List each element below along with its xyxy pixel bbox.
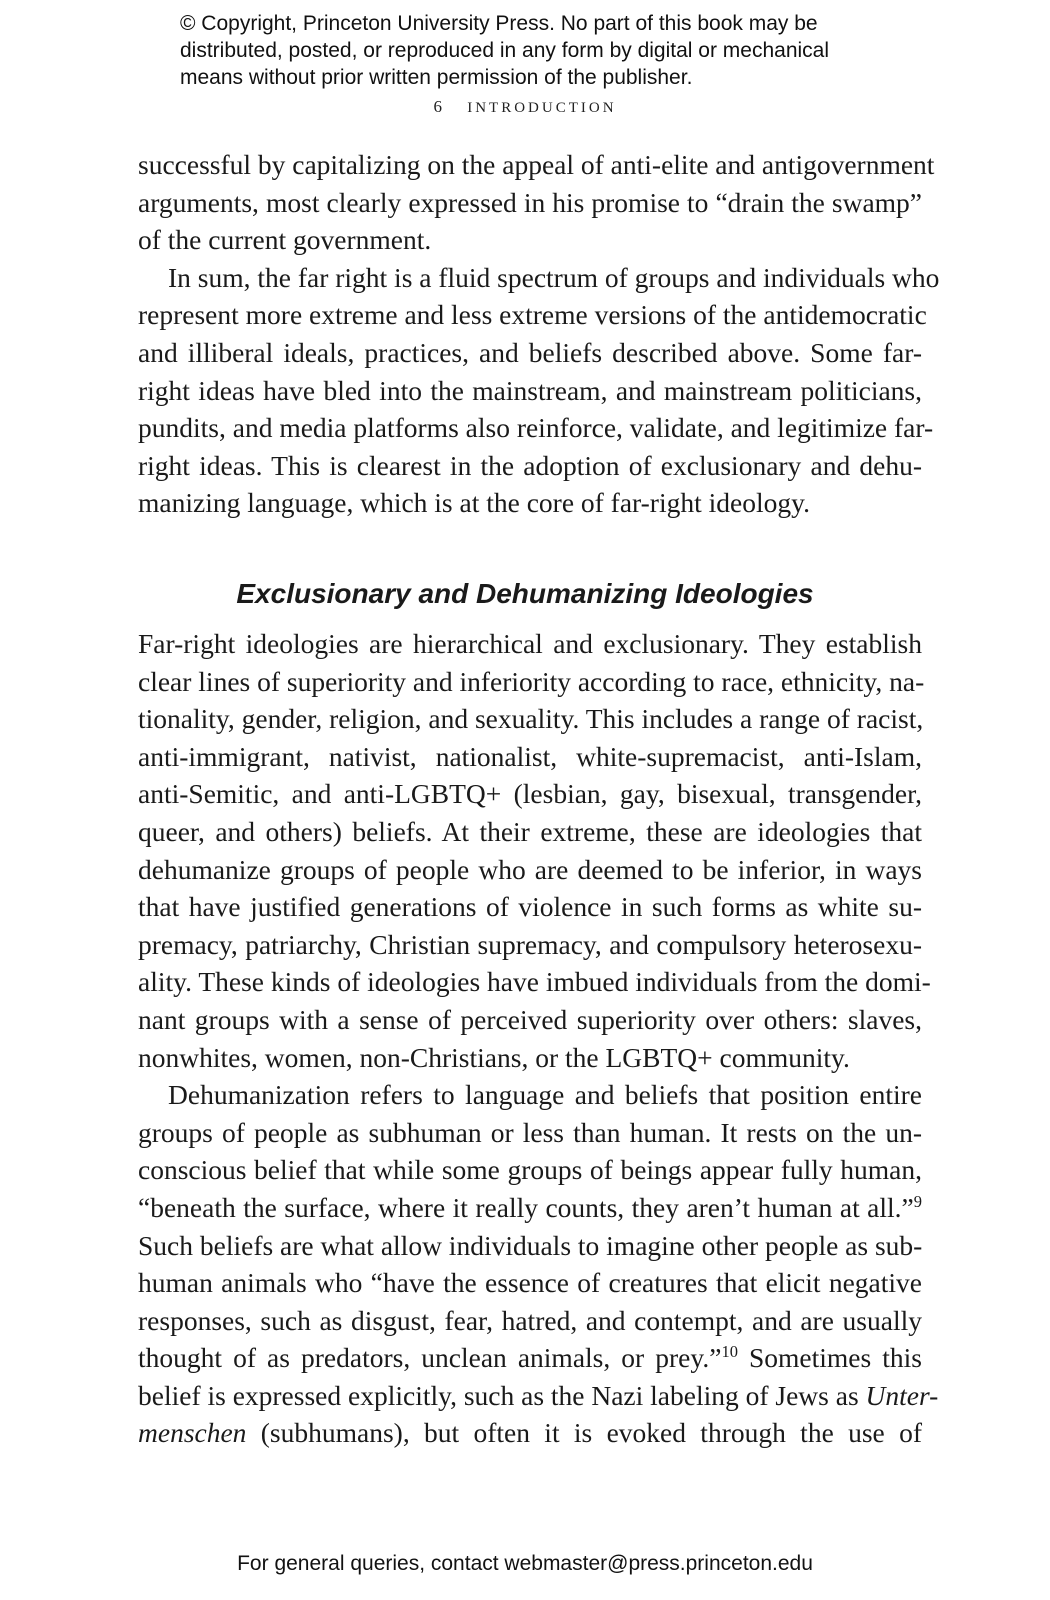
italic-term: menschen (138, 1417, 247, 1449)
text-line (138, 1377, 939, 1415)
text-line: human animals who “have the essence of creatures that elicit negative (138, 1267, 922, 1299)
copyright-notice (180, 10, 900, 91)
text-line: tionality, gender, religion, and sexuality. This includes a range of racist, (138, 703, 924, 735)
body-text-lower (138, 625, 939, 1452)
text-line: and illiberal ideals, practices, and beliefs described above. Some far- (138, 336, 922, 368)
text-line (138, 1414, 922, 1452)
footnote-ref-10[interactable]: 10 (721, 1342, 738, 1362)
running-head (0, 97, 1050, 117)
text-line: queer, and others) beliefs. At their extreme, these are ideologies that (138, 815, 922, 847)
text-line: arguments, most clearly expressed in his promise to “drain the swamp” (138, 186, 922, 218)
text-line: right ideas have bled into the mainstream, and mainstream politicians, (138, 374, 922, 406)
italic-term: Unter- (865, 1379, 939, 1411)
text-line: pundits, and media platforms also reinforce, validate, and legitimize far- (138, 412, 934, 444)
text-line: clear lines of superiority and inferiority according to race, ethnicity, na- (138, 665, 925, 697)
text-line: nant groups with a sense of perceived superiority over others: slaves, (138, 1003, 922, 1035)
text-line: Far-right ideologies are hierarchical and exclusionary. They establish (138, 628, 922, 659)
text-line (138, 1189, 922, 1227)
text-line: right ideas. This is clearest in the adoption of exclusionary and dehu- (138, 449, 922, 481)
text-line: nonwhites, women, non-Christians, or the LGBTQ+ community. (138, 1041, 850, 1073)
text-line: Such beliefs are what allow individuals to imagine other people as sub- (138, 1229, 923, 1261)
text-line: anti-immigrant, nativist, nationalist, white-supremacist, anti-Islam, (138, 740, 922, 772)
copyright-line: means without prior written permission of the publisher. (180, 66, 693, 89)
copyright-line: distributed, posted, or reproduced in any form by digital or mechanical (180, 39, 830, 62)
text-line: groups of people as subhuman or less than human. It rests on the un- (138, 1116, 922, 1148)
line-text: Sometimes this (737, 1342, 923, 1374)
text-line: manizing language, which is at the core of far-right ideology. (138, 487, 810, 519)
line-text: (subhumans), but often it is evoked through the use of (246, 1417, 922, 1449)
line-text: belief is expressed explicitly, such as the Nazi labeling of Jews as (138, 1379, 866, 1411)
page-number: 6 (433, 97, 445, 116)
line-text: “beneath the surface, where it really counts, they aren’t human at all.” (138, 1191, 914, 1223)
body-text-upper (138, 146, 940, 522)
text-line: In sum, the far right is a fluid spectrum of groups and individuals who (168, 261, 940, 293)
text-line: successful by capitalizing on the appeal of anti-elite and antigovernment (138, 149, 935, 180)
text-line: premacy, patriarchy, Christian supremacy, and compulsory heterosexu- (138, 928, 922, 960)
text-line: responses, such as disgust, fear, hatred, and contempt, and are usually (138, 1304, 922, 1336)
text-line: represent more extreme and less extreme versions of the antidemocratic (138, 299, 927, 331)
text-line: dehumanize groups of people who are deemed to be inferior, in ways (138, 853, 922, 885)
text-line: of the current government. (138, 224, 432, 256)
text-line: ality. These kinds of ideologies have imbued individuals from the domi- (138, 966, 931, 998)
section-heading: Exclusionary and Dehumanizing Ideologies (236, 578, 814, 609)
text-line: Dehumanization refers to language and beliefs that position entire (168, 1079, 922, 1111)
text-line (138, 1339, 922, 1377)
copyright-line: © Copyright, Princeton University Press. No part of this book may be (180, 12, 818, 35)
section-title: INTRODUCTION (467, 100, 617, 116)
text-line: that have justified generations of violence in such forms as white su- (138, 891, 922, 923)
text-line: conscious belief that while some groups of beings appear fully human, (138, 1154, 922, 1186)
footer-contact: For general queries, contact webmaster@press.princeton.edu (237, 1552, 813, 1575)
text-line: anti-Semitic, and anti-LGBTQ+ (lesbian, gay, bisexual, transgender, (138, 778, 922, 810)
footnote-ref-9[interactable]: 9 (913, 1191, 922, 1211)
line-text: thought of as predators, unclean animals, or prey.” (138, 1342, 722, 1374)
